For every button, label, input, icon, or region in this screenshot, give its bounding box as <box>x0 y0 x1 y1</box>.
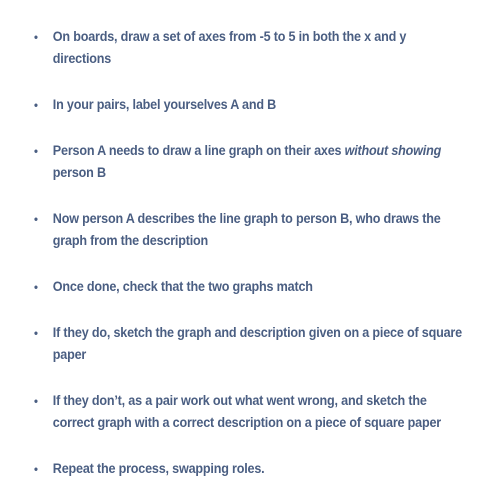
instruction-item-8 <box>34 458 466 480</box>
instruction-list <box>34 26 462 480</box>
instruction-text: In your pairs, label yourselves A and B <box>52 97 277 112</box>
bullet-icon: • <box>34 98 38 112</box>
instruction-text: If they do, sketch the graph and description given on a piece of square paper <box>52 325 462 362</box>
bullet-icon: • <box>34 326 38 340</box>
instruction-text: Repeat the process, swapping roles. <box>52 461 265 476</box>
instruction-item-4 <box>34 208 466 252</box>
bullet-icon: • <box>34 394 38 408</box>
bullet-icon: • <box>34 144 38 158</box>
bullet-icon: • <box>34 462 38 476</box>
instruction-text: If they don’t, as a pair work out what went wrong, and sketch the correct graph with a correct description on a piece of square paper <box>52 393 442 430</box>
instruction-text-before: Person A needs to draw a line graph on their axes <box>52 143 345 158</box>
instruction-text: Now person A describes the line graph to person B, who draws the graph from the description <box>52 211 441 248</box>
instruction-item-6 <box>34 322 466 366</box>
bullet-icon: • <box>34 212 38 226</box>
instruction-item-7 <box>34 390 466 434</box>
instruction-item-5 <box>34 276 466 298</box>
instruction-text: Once done, check that the two graphs match <box>52 279 313 294</box>
instruction-item-1 <box>34 26 466 70</box>
instruction-text-after: person B <box>52 165 106 180</box>
instruction-item-2 <box>34 94 466 116</box>
instruction-text: On boards, draw a set of axes from -5 to 5 in both the x and y directions <box>52 29 407 66</box>
instruction-text-emphasis: without showing <box>344 143 442 158</box>
instruction-item-3 <box>34 140 466 184</box>
bullet-icon: • <box>34 30 38 44</box>
bullet-icon: • <box>34 280 38 294</box>
